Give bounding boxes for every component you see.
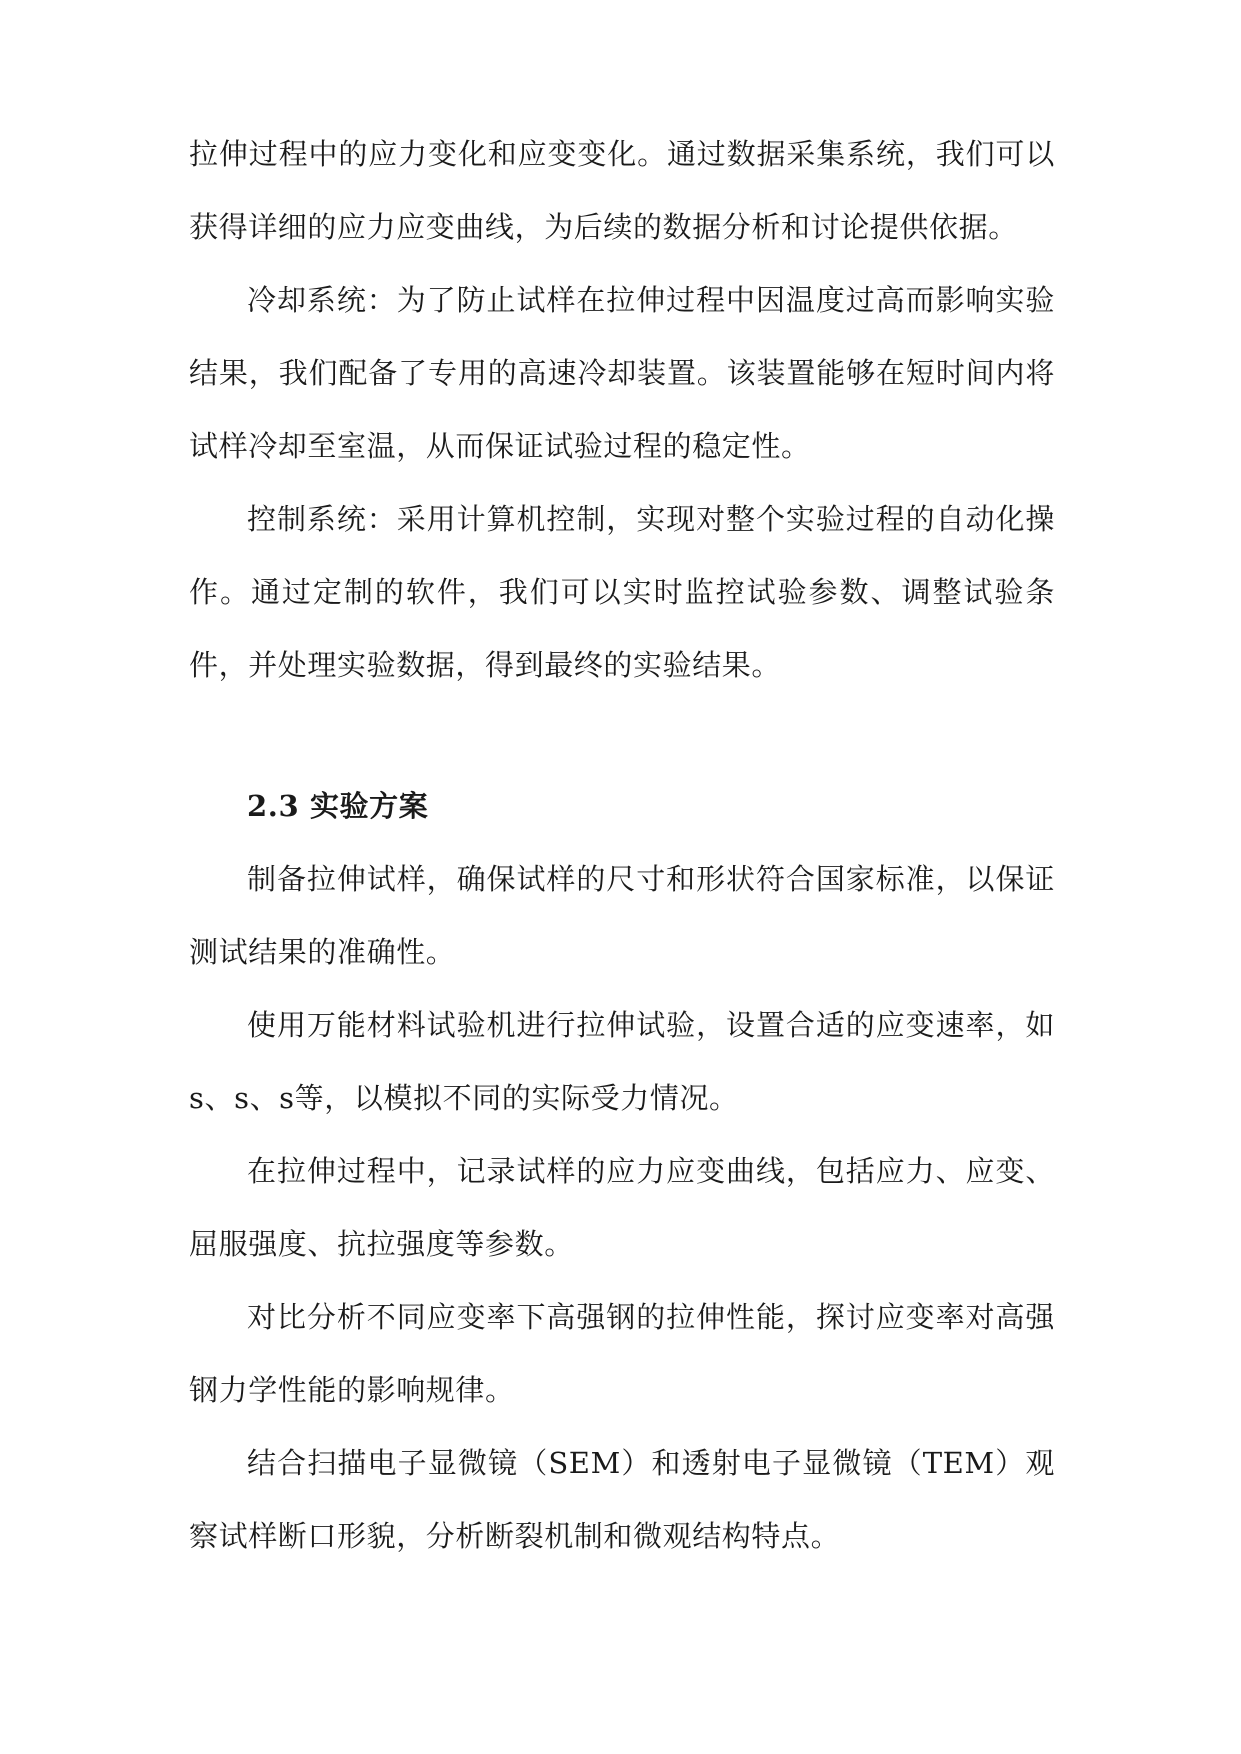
control-system-paragraph: 控制系统：采用计算机控制，实现对整个实验过程的自动化操作。通过定制的软件，我们可以实时监控试验参数、调整试验条件，并处理实验数据，得到最终的实验结果。 [189,502,1055,682]
continuation-paragraph: 拉伸过程中的应力变化和应变变化。通过数据采集系统，我们可以获得详细的应力应变曲线，为后续的数据分析和讨论提供依据。 [189,137,1055,244]
plan-paragraph-2: 使用万能材料试验机进行拉伸试验，设置合适的应变速率，如s、s、s等，以模拟不同的实际受力情况。 [189,1008,1055,1115]
section-text-block [189,843,1055,1573]
top-text-block [189,118,1055,702]
cooling-system-paragraph: 冷却系统：为了防止试样在拉伸过程中因温度过高而影响实验结果，我们配备了专用的高速冷却装置。该装置能够在短时间内将试样冷却至室温，从而保证试验过程的稳定性。 [189,283,1055,463]
plan-paragraph-5: 结合扫描电子显微镜（SEM）和透射电子显微镜（TEM）观察试样断口形貌，分析断裂机制和微观结构特点。 [189,1446,1055,1553]
plan-paragraph-4: 对比分析不同应变率下高强钢的拉伸性能，探讨应变率对高强钢力学性能的影响规律。 [189,1300,1055,1407]
plan-paragraph-3: 在拉伸过程中，记录试样的应力应变曲线，包括应力、应变、屈服强度、抗拉强度等参数。 [189,1154,1055,1261]
plan-paragraph-1: 制备拉伸试样，确保试样的尺寸和形状符合国家标准，以保证测试结果的准确性。 [189,862,1055,969]
section-heading: 2.3 实验方案 [247,789,429,823]
